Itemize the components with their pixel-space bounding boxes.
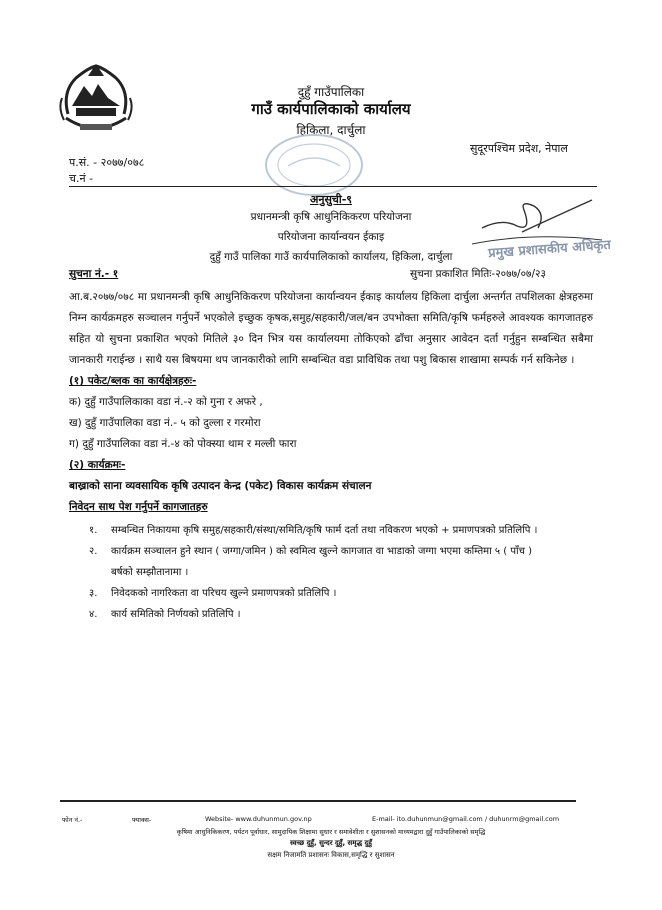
office-seal-icon xyxy=(258,130,370,200)
notice-published-date: सुचना प्रकाशित मितिः-२०७७/०७/२३ xyxy=(410,268,546,280)
notice-number: सुचना नं.- १ xyxy=(69,268,119,280)
area-item: ग) दुहुँ गाउँपालिका वडा नं.-४ को पोक्स्या थाम र मल्ली फारा xyxy=(69,438,297,450)
footer-email: E-mail- ito.duhunmun@gmail.com / duhunrm@gmail.com xyxy=(372,815,560,823)
document-item xyxy=(69,583,593,604)
footer-website: Website- www.duhunmun.gov.np xyxy=(205,815,312,823)
dispatch-number: च.नं - xyxy=(69,172,94,185)
document-item-number: ३. xyxy=(89,588,98,599)
documents-list xyxy=(69,520,593,625)
province-name: सुदूरपश्चिम प्रदेश, नेपाल xyxy=(470,142,568,155)
chief-officer-stamp: प्रमुख प्रशासकीय अधिकृत xyxy=(487,237,612,262)
notice-body-section xyxy=(69,287,593,625)
document-item-number xyxy=(89,562,111,583)
notice-body: आ.ब.२०७७/०७८ मा प्रधानमन्त्री कृषि आधुनिकिकरण परियोजना कार्यान्वयन ईकाइ कार्यालय हिकिला दार्चुला अन्तर्गत तपशिलका क्षेत्रहरुमा निम्न कार्यक्रमहरु सञ्चालन गर्नुपर्ने भएकोले इच्छुक कृषक,समुह/सहकारी/जल/बन उपभोक्ता समिति/कृषि फर्महरुले आवश्यक कागजातहरु सहित यो सुचना प्रकाशित भएको मितिले ३० दिन भित्र यस कार्यालयमा तोकिएको ढाँचा अनुसार आवेदन दर्ता गर्नुहुन सम्बन्धित सबैमा जानकारी गराईन्छ । साथै यस बिषयमा थप जानकारीको लागि सम्बन्धित वडा प्राविधिक तथा पशु बिकास शाखामा सम्पर्क गर्न सकिनेछ । xyxy=(69,291,593,366)
document-item-text: कार्यक्रम सञ्चालन हुने स्थान ( जग्गा/जमिन ) को स्वमित्व खुल्ने कागजात वा भाडाको जग्गा भएमा कम्तिमा ५ ( पाँच ) xyxy=(111,546,533,557)
document-item-number: १. xyxy=(89,525,98,536)
area-item: क) दुहुँ गाउँपालिकाका वडा नं.-२ को गुना र अफरे , xyxy=(69,396,263,408)
office-title: गाउँ कार्यपालिकाको कार्यालय xyxy=(251,100,411,118)
document-item-number: २. xyxy=(89,546,98,557)
document-item xyxy=(69,520,593,541)
footer-tagline-2: स्वच्छ दुहुँ, सुन्दर दुहुँ, समृद्ध दुहुँ xyxy=(290,839,372,847)
area-item: ख) दुहुँ गाउँपालिका वडा नं.- ५ को दुल्ला र गरमोरा xyxy=(69,417,261,429)
annex-title: अनुसुची-९ xyxy=(309,193,353,206)
reference-number: प.सं. - २०७७/०७८ xyxy=(69,156,145,169)
document-item xyxy=(69,562,593,583)
footer-tagline-1: कृषिमा आधुनिकिकरण, पर्यटन पूर्वाधार, सामुदायिक शिक्षामा सुधार र समावेशीता र सुशासनको माध्यमद्वारा दुहुँ गाउँपालिकाको समृद्धि xyxy=(176,828,486,836)
rural-municipality-name: दुहुँ गाउँपालिका xyxy=(297,85,365,99)
document-item-number: ४. xyxy=(89,609,98,620)
project-name: प्रधानमन्त्री कृषि आधुनिकिकरण परियोजना xyxy=(250,211,412,223)
areas-heading: (१) पकेट/ब्लक का कार्यक्षेत्रहरुः- xyxy=(69,375,197,387)
documents-heading: निवेदन साथ पेश गर्नुपर्ने कागजातहरु xyxy=(69,501,208,513)
office-location: हिकिला, दार्चुला xyxy=(296,123,366,137)
document-item-text: सम्बन्धित निकायमा कृषि समुह/सहकारी/संस्था/समिति/कृषि फार्म दर्ता तथा नविकरण भएको + प्रमाणपत्रको प्रतिलिपि । xyxy=(111,525,538,536)
document-item xyxy=(69,604,593,625)
document-item-text: बर्षको सम्झौतानामा । xyxy=(111,567,189,578)
document-item-text: कार्य समितिको निर्णयको प्रतिलिपि । xyxy=(111,609,241,620)
document-item-text: निवेदकको नागरिकता वा परिचय खुल्ने प्रमाणपत्रको प्रतिलिपि । xyxy=(111,588,337,599)
program-title: बाख्राको साना व्यवसायिक कृषि उत्पादन केन्द्र (पकेट) विकास कार्यक्रम संचालन xyxy=(69,480,372,492)
document-item xyxy=(69,541,593,562)
footer-phone: फोन नं.- xyxy=(62,816,83,824)
project-unit: परियोजना कार्यान्वयन ईकाइ xyxy=(277,231,385,243)
header-divider xyxy=(69,186,597,187)
project-office: दुहुँ गाउँ पालिका गाउँ कार्यपालिकाको कार्यालय, हिकिला, दार्चुला xyxy=(209,251,453,263)
footer-tagline-3: सक्षम निजामति प्रशासनः विकास,समृद्धि र सुशासन xyxy=(267,851,395,859)
footer-fax: फ्याक्स- xyxy=(132,816,152,824)
program-heading: (२) कार्यक्रमः- xyxy=(69,459,126,471)
footer-divider xyxy=(60,800,576,802)
